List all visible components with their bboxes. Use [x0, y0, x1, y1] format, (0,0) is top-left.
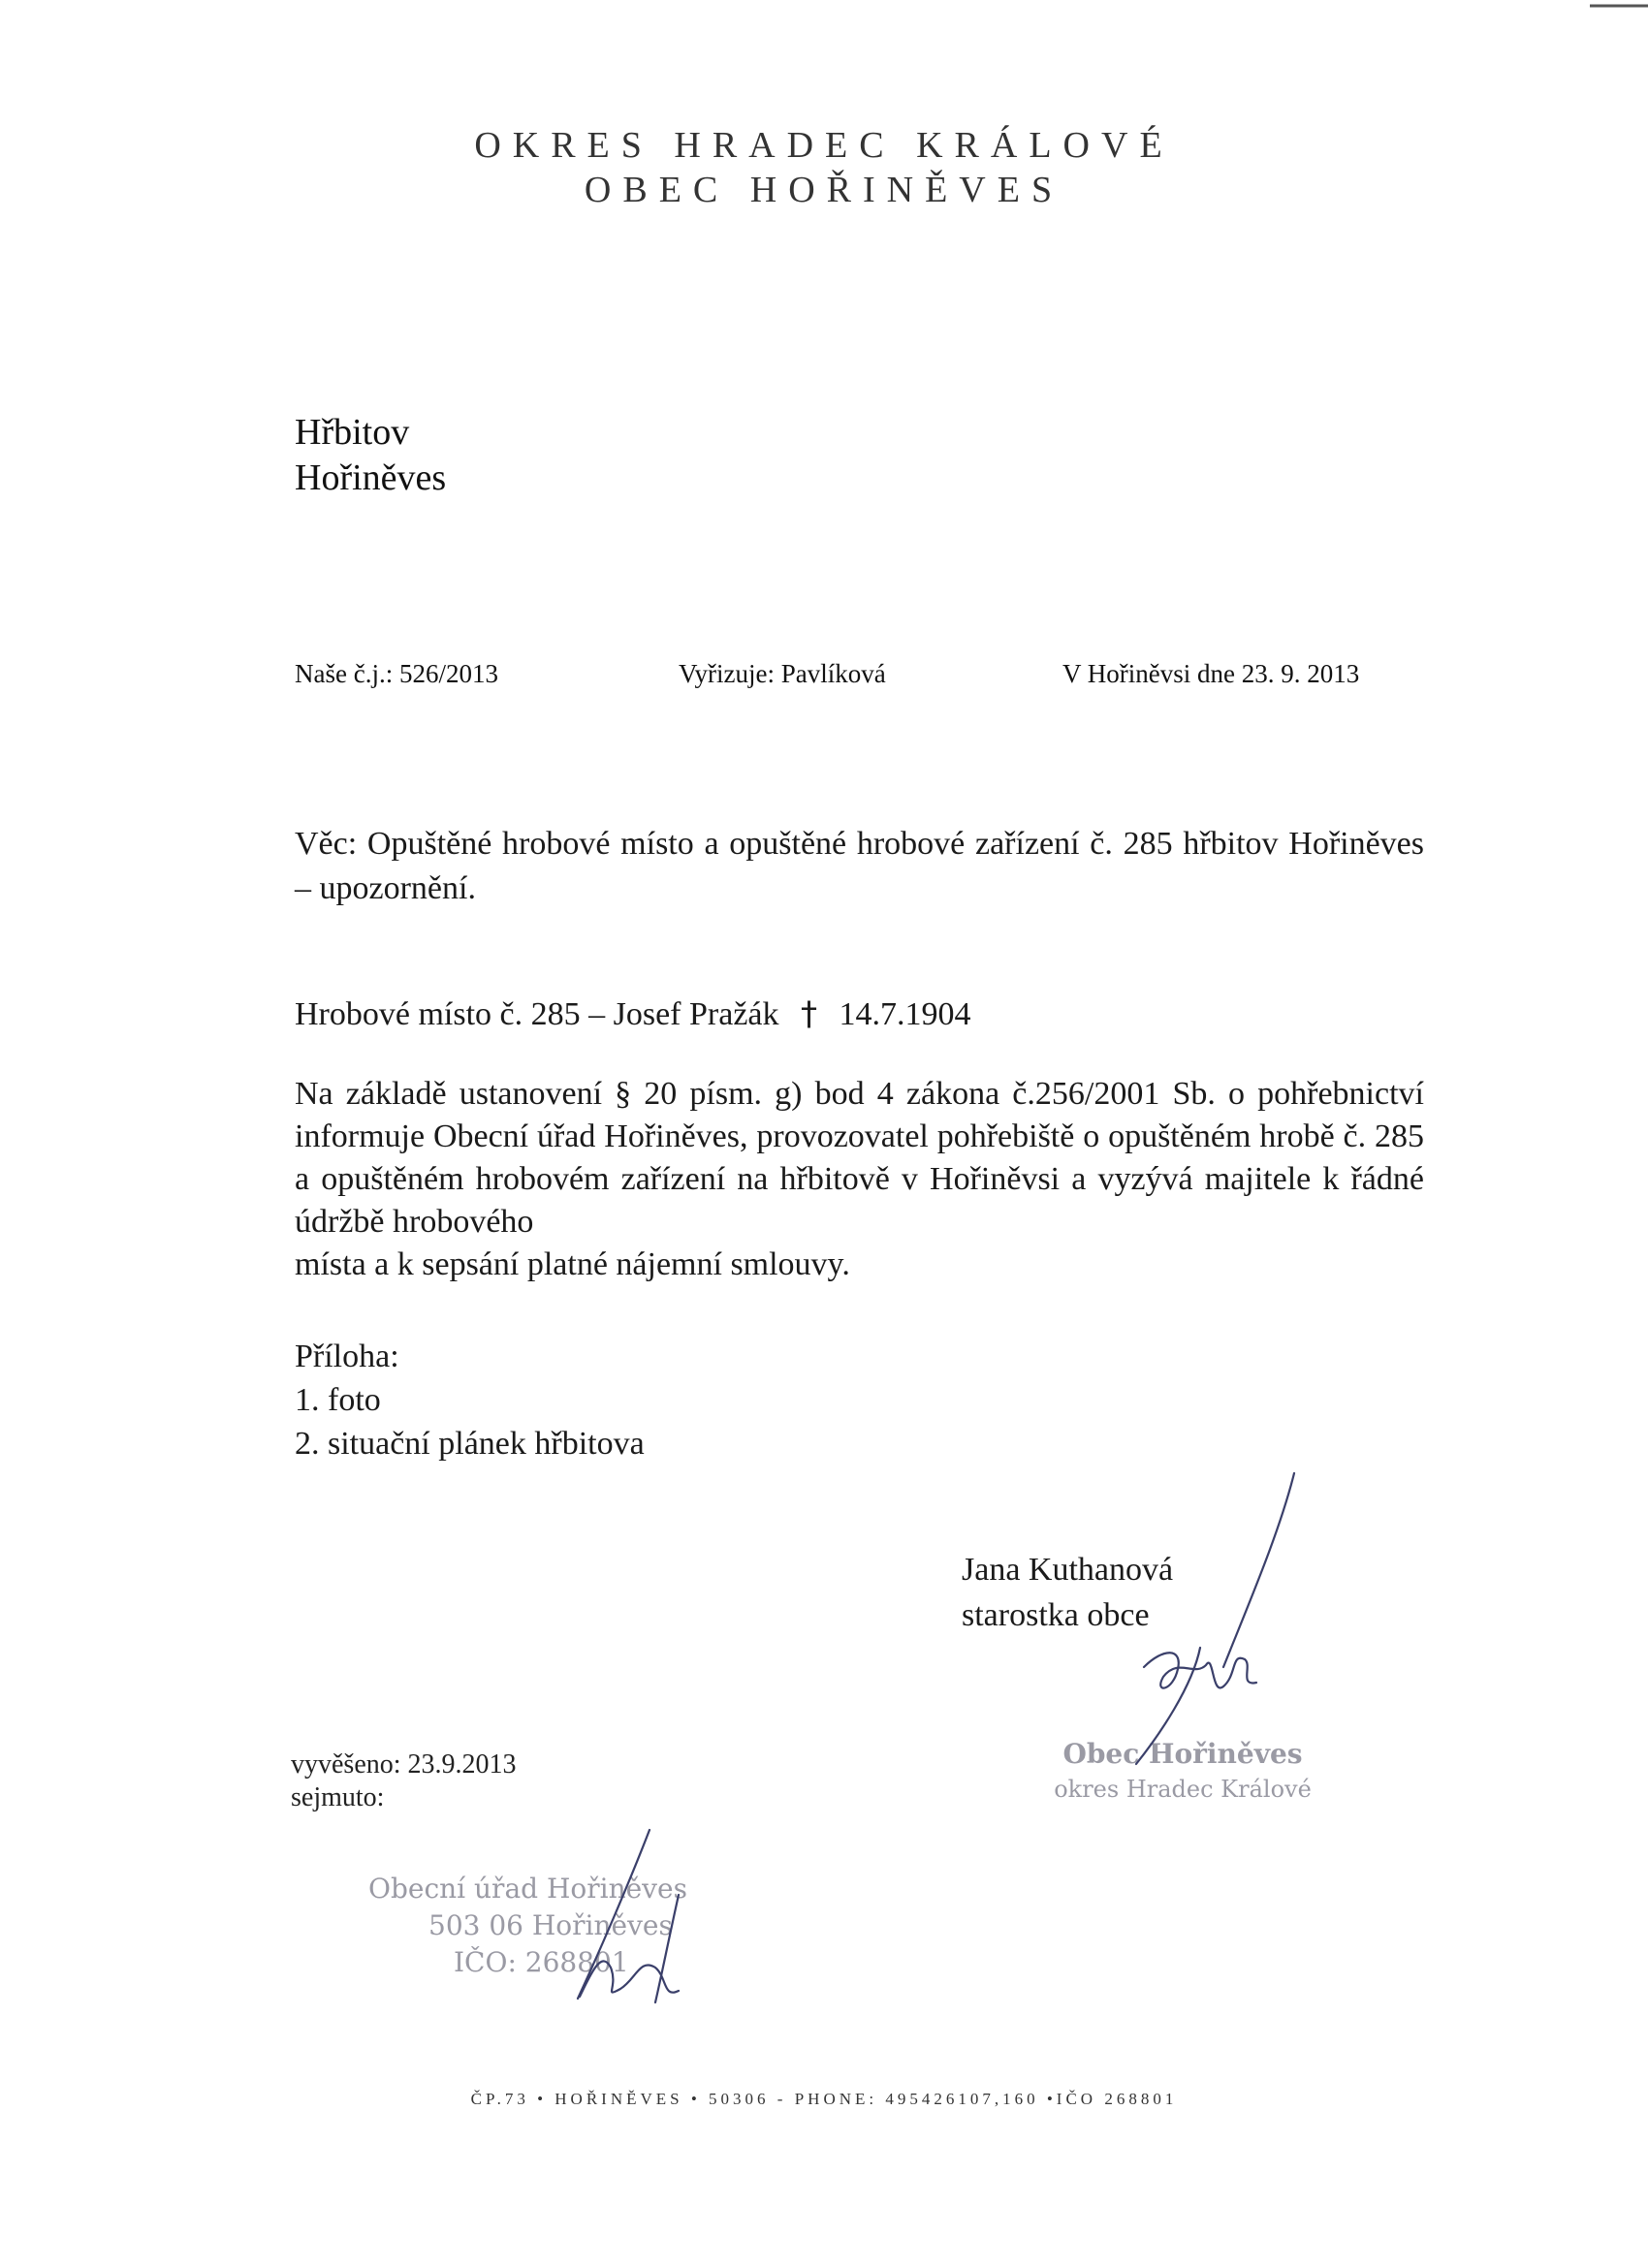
- recipient-line2: Hořiněves: [295, 457, 447, 498]
- letterhead-municipality: OBEC HOŘINĚVES: [584, 170, 1064, 210]
- letterhead-district: OKRES HRADEC KRÁLOVÉ: [474, 125, 1174, 166]
- grave-prefix: Hrobové místo č. 285 – Josef Pražák: [295, 996, 779, 1032]
- posted-date: vyvěšeno: 23.9.2013: [291, 1749, 517, 1780]
- municipality-stamp-line2: okres Hradec Králové: [1054, 1776, 1312, 1803]
- grave-date: 14.7.1904: [839, 996, 971, 1032]
- mayor-signature: [1136, 1473, 1294, 1764]
- reference-number: Naše č.j.: 526/2013: [295, 659, 498, 688]
- attachment-item: 1. foto: [295, 1382, 381, 1418]
- office-stamp-line2: 503 06 Hořiněves: [428, 1909, 673, 1941]
- recipient-line1: Hřbitov: [295, 412, 410, 453]
- signatory-name: Jana Kuthanová: [962, 1552, 1174, 1588]
- handled-by: Vyřizuje: Pavlíková: [679, 659, 886, 688]
- removed-date: sejmuto:: [291, 1782, 385, 1812]
- body-paragraph-main: Na základě ustanovení § 20 písm. g) bod 4 zákona č.256/2001 Sb. o pohřebnictví informuje Obecní úřad Hořiněves, provozovatel pohřebiště o opuštěném hrobě č. 285 a opuštěném hrobovém zařízení na hřbitově v Hořiněvsi a vyzývá majitele k řádné údržbě hrobového: [295, 1076, 1424, 1240]
- office-stamp-line3: IČO: 268801: [454, 1946, 629, 1978]
- municipality-stamp-line1: Obec Hořiněves: [1062, 1738, 1303, 1770]
- office-stamp-line1: Obecní úřad Hořiněves: [368, 1873, 687, 1905]
- document-date: V Hořiněvsi dne 23. 9. 2013: [1062, 659, 1360, 688]
- clerk-signature: [578, 1830, 679, 2002]
- attachment-item: 2. situační plánek hřbitova: [295, 1426, 645, 1462]
- subject-line: Věc: Opuštěné hrobové místo a opuštěné hrobové zařízení č. 285 hřbitov Hořiněves – upozornění.: [295, 826, 1424, 906]
- signatory-title: starostka obce: [962, 1597, 1150, 1633]
- body-paragraph-end: místa a k sepsání platné nájemní smlouvy.: [295, 1246, 850, 1282]
- cross-icon: †: [801, 994, 818, 1033]
- attachments-heading: Příloha:: [295, 1339, 399, 1374]
- footer-contact: ČP.73 • HOŘINĚVES • 50306 - PHONE: 495426107,160 •IČO 268801: [470, 2090, 1178, 2108]
